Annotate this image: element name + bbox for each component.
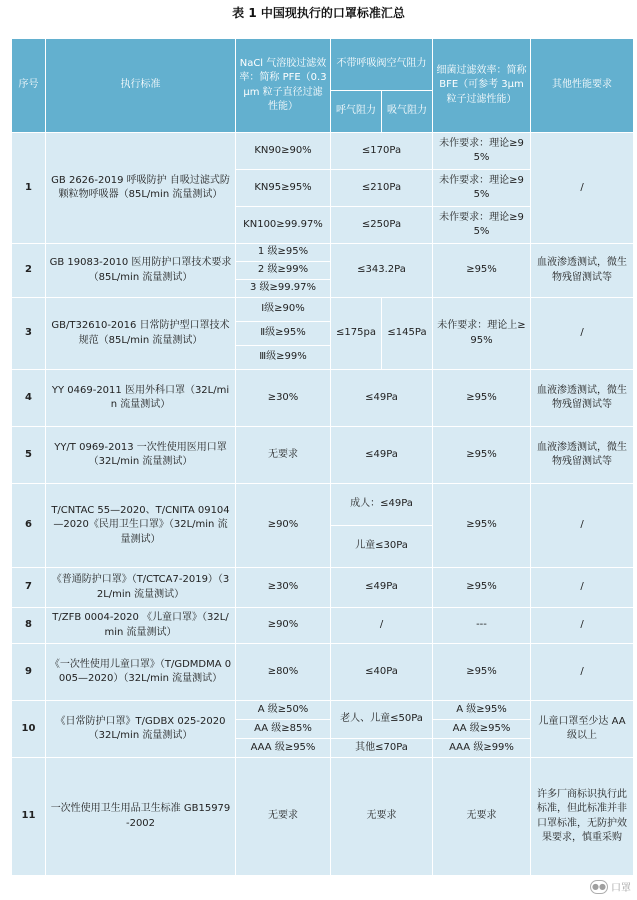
bfe-cell: ≥95% <box>433 568 531 608</box>
bfe-cell: AAA 级≥99% <box>433 739 531 758</box>
bfe-cell: AA 级≥95% <box>433 720 531 739</box>
resistance-cell: ≤40Pa <box>331 644 433 701</box>
header-resistance: 不带呼吸阀空气阻力 <box>331 39 433 91</box>
watermark <box>590 879 631 894</box>
resistance-cell: 成人：≤49Pa <box>331 484 433 526</box>
other-cell: 血液渗透测试，微生物残留测试等 <box>531 370 634 427</box>
standard-cell: GB 19083-2010 医用防护口罩技术要求（85L/min 流量测试） <box>46 244 236 298</box>
pfe-cell: KN100≥99.97% <box>236 207 331 244</box>
pfe-cell: AAA 级≥95% <box>236 739 331 758</box>
row-num: 2 <box>12 244 46 298</box>
watermark-text: 口罩 <box>611 883 631 894</box>
header-inhale: 呼气阻力 <box>331 91 382 133</box>
pfe-cell: ≥30% <box>236 370 331 427</box>
row-num: 4 <box>12 370 46 427</box>
standard-cell: GB 2626-2019 呼吸防护 自吸过滤式防颗粒物呼吸器（85L/min 流量测试） <box>46 133 236 244</box>
pfe-cell: ≥30% <box>236 568 331 608</box>
other-cell: 血液渗透测试，微生物残留测试等 <box>531 244 634 298</box>
pfe-cell: ≥90% <box>236 484 331 568</box>
other-cell: / <box>531 298 634 370</box>
standard-cell: 一次性使用卫生用品卫生标准 GB15979-2002 <box>46 758 236 876</box>
bfe-cell: 未作要求：理论≥95% <box>433 207 531 244</box>
other-cell: / <box>531 608 634 644</box>
header-standard: 执行标准 <box>46 39 236 133</box>
pfe-cell: Ⅲ级≥99% <box>236 346 331 370</box>
other-cell: / <box>531 644 634 701</box>
bfe-cell: 未作要求：理论≥95% <box>433 133 531 170</box>
resistance-cell: / <box>331 608 433 644</box>
bfe-cell: ≥95% <box>433 484 531 568</box>
row-num: 7 <box>12 568 46 608</box>
row-num: 10 <box>12 701 46 758</box>
other-cell: 许多厂商标识执行此标准，但此标准并非口罩标准，无防护效果要求，慎重采购 <box>531 758 634 876</box>
resistance-cell: ≤49Pa <box>331 370 433 427</box>
bfe-cell: ≥95% <box>433 644 531 701</box>
pfe-cell: 3 级≥99.97% <box>236 280 331 298</box>
resistance-cell: ≤49Pa <box>331 568 433 608</box>
other-cell: 血液渗透测试，微生物残留测试等 <box>531 427 634 484</box>
header-num: 序号 <box>12 39 46 133</box>
pfe-cell: 1 级≥95% <box>236 244 331 262</box>
pfe-cell: KN90≥90% <box>236 133 331 170</box>
wechat-icon: ●● <box>590 880 608 894</box>
row-num: 9 <box>12 644 46 701</box>
standard-cell: YY/T 0969-2013 一次性使用医用口罩（32L/min 流量测试） <box>46 427 236 484</box>
bfe-cell: 未作要求：理论上≥95% <box>433 298 531 370</box>
resistance-cell: 儿童≤30Pa <box>331 526 433 568</box>
resistance-cell: ≤210Pa <box>331 170 433 207</box>
bfe-cell: --- <box>433 608 531 644</box>
bfe-cell: 无要求 <box>433 758 531 876</box>
pfe-cell: KN95≥95% <box>236 170 331 207</box>
standard-cell: 《普通防护口罩》（T/CTCA7-2019）（32L/min 流量测试） <box>46 568 236 608</box>
other-cell: 儿童口罩至少达 AA 级以上 <box>531 701 634 758</box>
standard-cell: YY 0469-2011 医用外科口罩（32L/min 流量测试） <box>46 370 236 427</box>
other-cell: / <box>531 484 634 568</box>
header-exhale: 吸气阻力 <box>382 91 433 133</box>
resistance-cell: 其他≤70Pa <box>331 739 433 758</box>
pfe-cell: ≥80% <box>236 644 331 701</box>
standard-cell: 《一次性使用儿童口罩》（T/GDMDMA 0005—2020）（32L/min 流量测试） <box>46 644 236 701</box>
table-title: 表 1 中国现执行的口罩标准汇总 <box>232 6 405 20</box>
pfe-cell: 无要求 <box>236 758 331 876</box>
resistance-cell: ≤250Pa <box>331 207 433 244</box>
row-num: 5 <box>12 427 46 484</box>
resistance-cell: ≤49Pa <box>331 427 433 484</box>
row-num: 8 <box>12 608 46 644</box>
bfe-cell: ≥95% <box>433 427 531 484</box>
row-num: 1 <box>12 133 46 244</box>
resistance-cell: 无要求 <box>331 758 433 876</box>
standard-cell: 《日常防护口罩》T/GDBX 025-2020（32L/min 流量测试） <box>46 701 236 758</box>
resistance-cell: ≤170Pa <box>331 133 433 170</box>
row-num: 11 <box>12 758 46 876</box>
bfe-cell: A 级≥95% <box>433 701 531 720</box>
other-cell: / <box>531 568 634 608</box>
row-num: 3 <box>12 298 46 370</box>
standard-cell: T/CNTAC 55—2020、T/CNITA 09104—2020《民用卫生口罩》（32L/min 流量测试） <box>46 484 236 568</box>
header-pfe: NaCl 气溶胶过滤效率：简称 PFE（0.3μm 粒子直径过滤性能） <box>236 39 331 133</box>
bfe-cell: ≥95% <box>433 370 531 427</box>
resistance-cell: ≤343.2Pa <box>331 244 433 298</box>
pfe-cell: ≥90% <box>236 608 331 644</box>
header-other: 其他性能要求 <box>531 39 634 133</box>
header-bfe: 细菌过滤效率：简称 BFE（可参考 3μm 粒子过滤性能） <box>433 39 531 133</box>
pfe-cell: Ⅱ级≥95% <box>236 322 331 346</box>
inhale-resistance-cell: ≤175pa <box>331 298 382 370</box>
bfe-cell: 未作要求：理论≥95% <box>433 170 531 207</box>
resistance-cell: 老人、儿童≤50Pa <box>331 701 433 739</box>
pfe-cell: 2 级≥99% <box>236 262 331 280</box>
pfe-cell: AA 级≥85% <box>236 720 331 739</box>
bfe-cell: ≥95% <box>433 244 531 298</box>
row-num: 6 <box>12 484 46 568</box>
pfe-cell: 无要求 <box>236 427 331 484</box>
mask-standards-table <box>11 38 634 876</box>
standard-cell: T/ZFB 0004-2020 《儿童口罩》（32L/min 流量测试） <box>46 608 236 644</box>
exhale-resistance-cell: ≤145Pa <box>382 298 433 370</box>
other-cell: / <box>531 133 634 244</box>
pfe-cell: Ⅰ级≥90% <box>236 298 331 322</box>
standard-cell: GB/T32610-2016 日常防护型口罩技术规范（85L/min 流量测试） <box>46 298 236 370</box>
pfe-cell: A 级≥50% <box>236 701 331 720</box>
